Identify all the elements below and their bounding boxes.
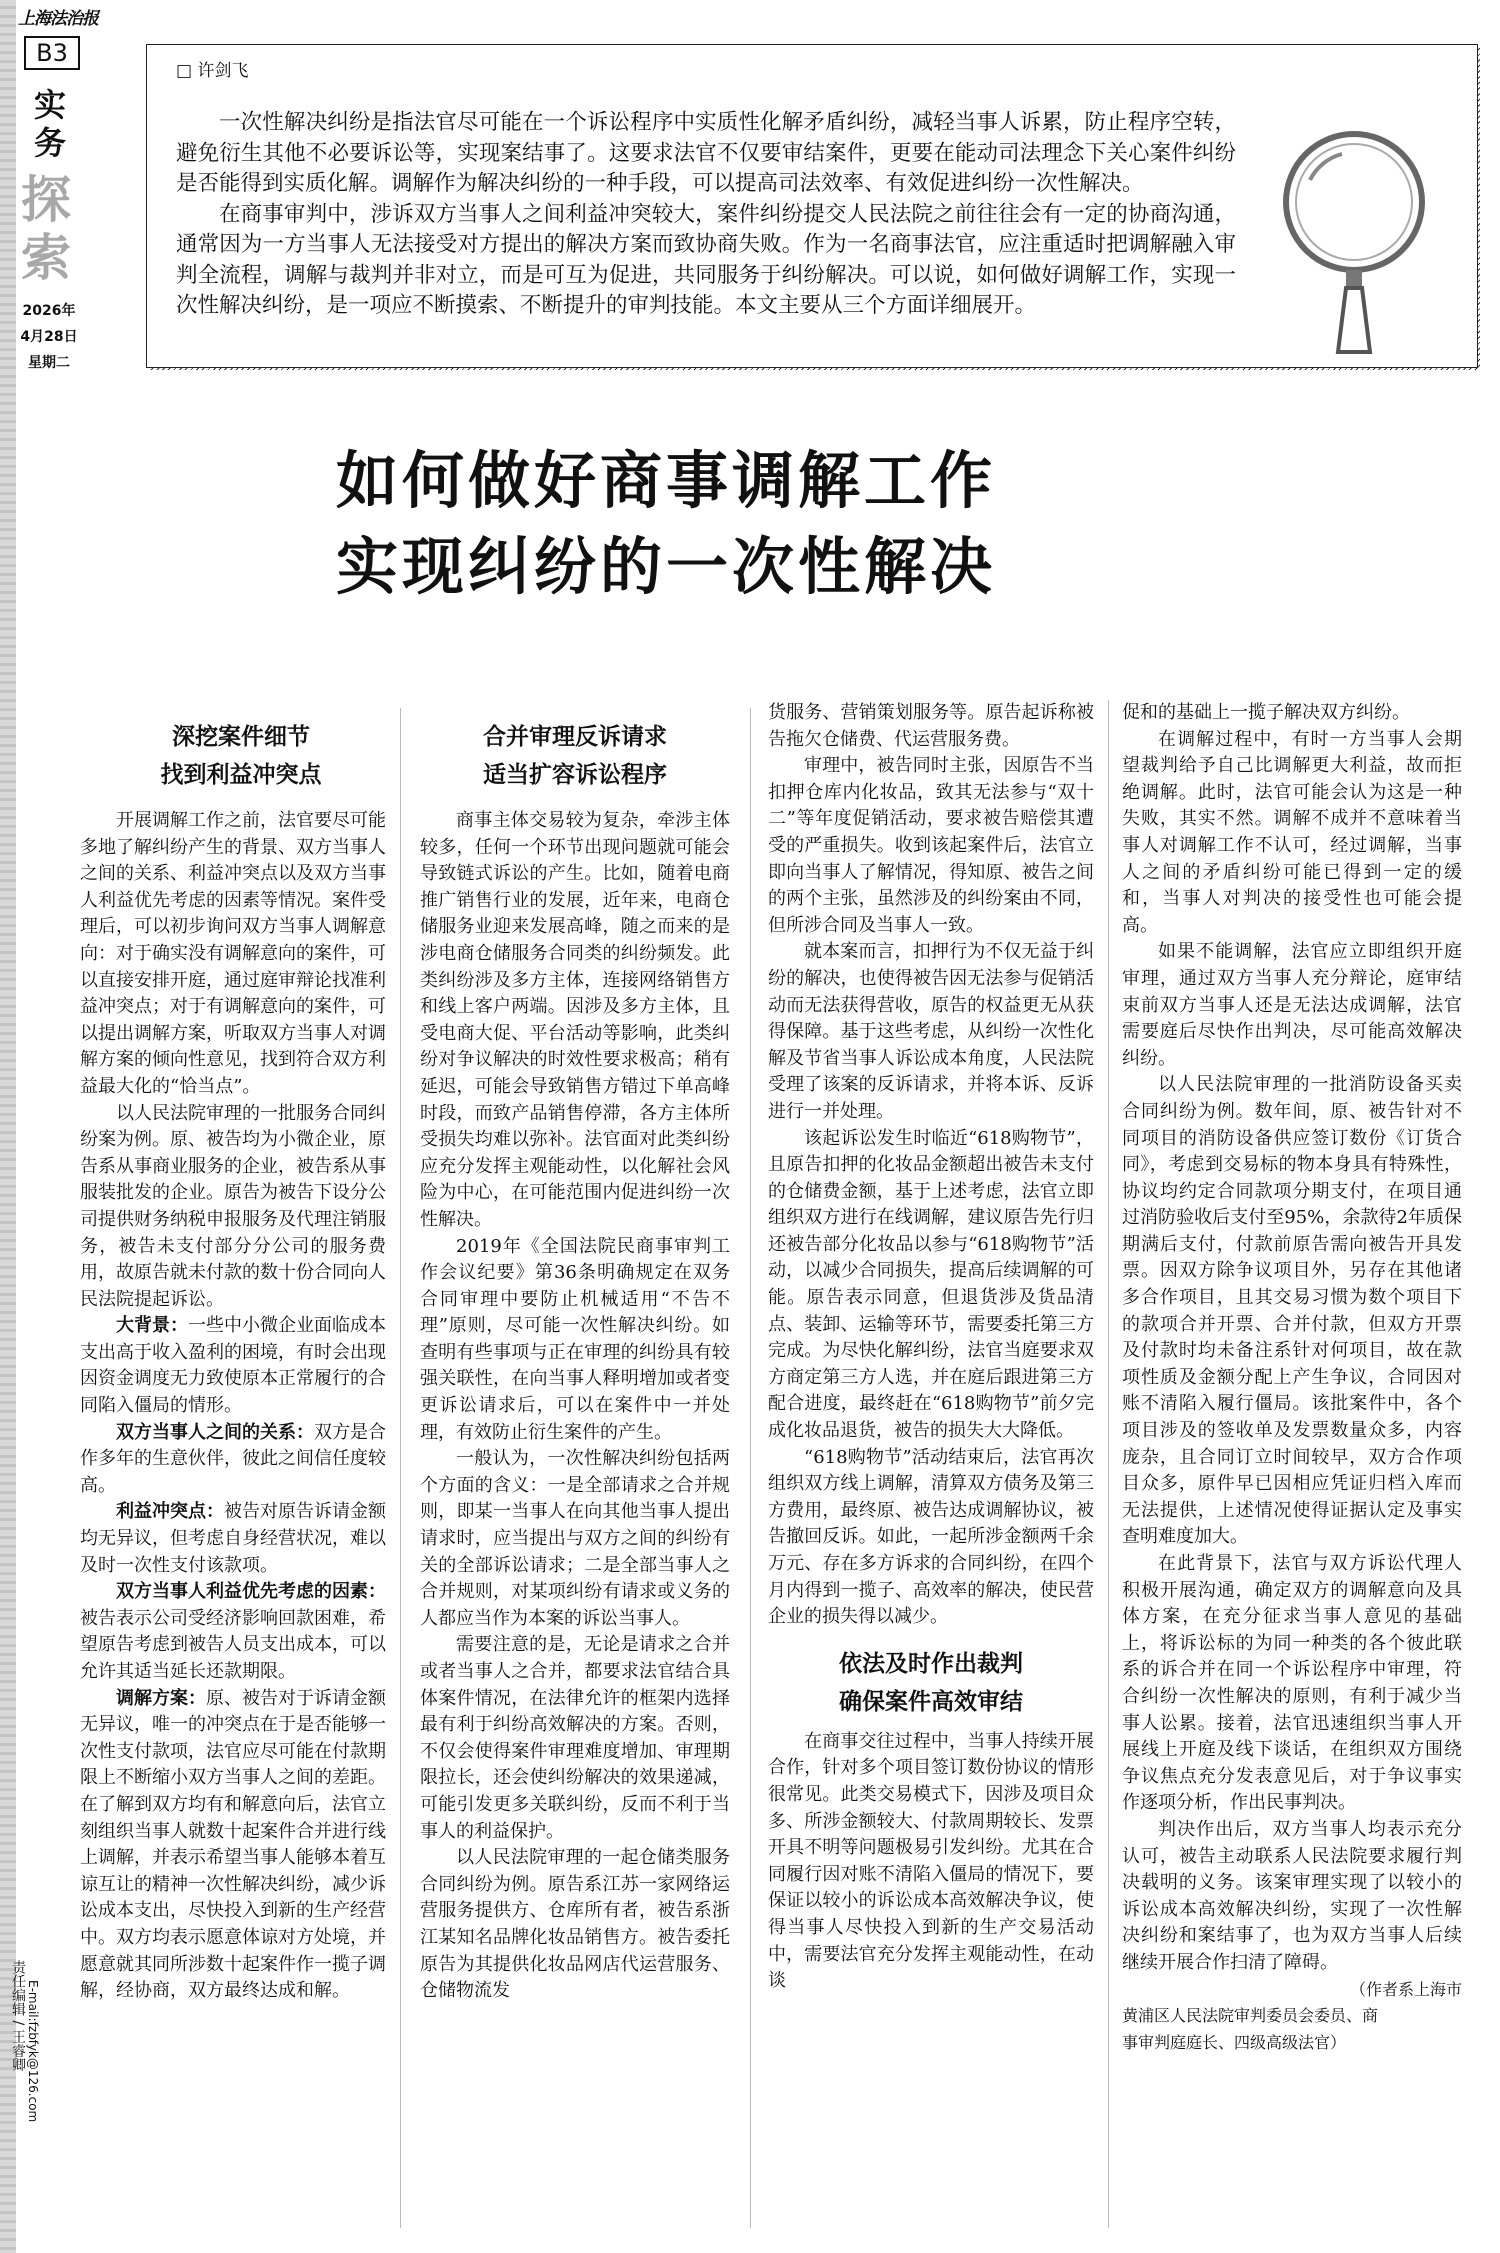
paragraph: 商事主体交易较为复杂，牵涉主体较多，任何一个环节出现问题就可能会导致链式诉讼的产生。比如，随着电商推广销售行业的发展，近年来，电商仓储服务业迎来发展高峰，随之而来的是涉电商仓储服务合同类的纠纷频发。此类纠纷涉及多方主体，连接网络销售方和线上客户两端。因涉及多方主体，且受电商大促、平台活动等影响，此类纠纷对争议解决的时效性要求极高；稍有延迟，可能会导致销售方错过下单高峰时段，而致产品销售停滞，各方主体所受损失均难以弥补。法官面对此类纠纷应充分发挥主观能动性，以化解社会风险为中心，在可能范围内促进纠纷一次性解决。: [420, 810, 730, 1230]
paragraph: 在调解过程中，有时一方当事人会期望裁判给予自己比调解更大利益，故而拒绝调解。此时，法官可能会认为这是一种失败，其实不然。调解不成并不意味着当事人对调解工作不认可，经过调解，当事人之间的矛盾纠纷可能已得到一定的缓和，当事人对判决的接受性也可能会提高。: [1122, 728, 1462, 936]
paragraph: [80, 1313, 386, 1419]
paragraph: 以人民法院审理的一批消防设备买卖合同纠纷为例。数年间，原、被告针对不同项目的消防设备供应签订数份《订货合同》，考虑到交易标的物本身具有特殊性，协议均约定合同款项分期支付，在项目通过消防验收后支付至95%，余款待2年质保期满后支付，付款前原告需向被告开具发票。因双方除争议项目外，另存在其他诸多合作项目，且其交易习惯为数个项目下的款项合并开票、合并付款，但双方开票及付款时均未备注系针对何项目，故在款项性质及金额分配上产生争议，合同因对账不清陷入履行僵局。该批案件中，各个项目涉及的签收单及发票数量众多，内容庞杂，且合同订立时间较早，双方合作项目众多，原件早已因相应凭证归档入库而无法提供，上述情况使得证据认定及事实查明难度加大。: [1122, 1074, 1462, 1548]
editor-credit: [8, 1960, 48, 2230]
paragraph: 该起诉讼发生时临近“618购物节”，且原告扣押的化妆品金额超出被告未支付的仓储费金额，基于上述考虑，法官立即组织双方进行在线调解，建议原告先行归还被告部分化妆品以参与“618购物节”活动，以减少合同损失，提高后续调解的可能。原告表示同意，但退货涉及货品清点、装卸、运输等环节，需要委托第三方完成。为尽快化解纠纷，法官当庭要求双方商定第三方人选，并在庭后跟进第三方配合进度，最终赶在“618购物节”前夕完成化妆品退货，被告的损失大大降低。: [768, 1127, 1094, 1442]
paragraph: 在商事交往过程中，当事人持续开展合作，针对多个项目签订数份协议的情形很常见。此类交易模式下，因涉及项目众多、所涉金额较大、付款周期较长、发票开具不明等问题极易引发纠纷。尤其在合同履行因对账不清陷入僵局的情况下，要保证以较小的诉讼成本高效解决争议，使得当事人尽快投入到新的生产交易活动中，需要法官充分发挥主观能动性，在动谈: [768, 1730, 1094, 1992]
editor-email: E-mail:fzbfyk@126.com: [26, 1980, 40, 2123]
lead-paragraph: 在商事审判中，涉诉双方当事人之间利益冲突较大，案件纠纷提交人民法院之前往往会有一定的协商沟通，通常因为一方当事人无法接受对方提出的解决方案而致协商失败。作为一名商事法官，应注重适时把调解融入审判全流程，调解与裁判并非对立，而是可互为促进，共同服务于纠纷解决。可以说，如何做好调解工作，实现一次性解决纠纷，是一项应不断摸索、不断提升的审判技能。本文主要从三个方面详细展开。: [176, 201, 1236, 318]
column-3-text: [768, 700, 1094, 1995]
column-2-heading: [420, 718, 730, 794]
section-char-4: 索: [21, 228, 71, 287]
paragraph-lead: 大背景：: [116, 1315, 188, 1337]
heading-line: 找到利益冲突点: [160, 762, 322, 788]
paragraph: 如果不能调解，法官应立即组织开庭审理，通过双方当事人充分辩论，庭审结束前双方当事人还是无法达成调解，法官需要庭后尽快作出判决，尽可能高效解决纠纷。: [1122, 941, 1462, 1069]
footnote-line: （作者系上海市: [1349, 1979, 1462, 1999]
paragraph: “618购物节”活动结束后，法官再次组织双方线上调解，清算双方债务及第三方费用，最终原、被告达成调解协议，被告撤回反诉。如此，一起所涉金额两千余万元、存在多方诉求的合同纠纷，在四个月内得到一揽子、高效率的解决，使民营企业的损失得以减少。: [768, 1446, 1094, 1628]
heading-line: 适当扩容诉讼程序: [483, 762, 667, 788]
paragraph: [80, 1420, 386, 1500]
paragraph: 货服务、营销策划服务等。原告起诉称被告拖欠仓储费、代运营服务费。: [768, 702, 1094, 750]
paragraph-body: 被告对原告诉请金额均无异议，但考虑自身经营状况，难以及时一次性支付该款项。: [80, 1501, 386, 1576]
headline-line-1: 如何做好商事调解工作: [335, 444, 996, 517]
author-byline: □ 许剑飞: [176, 61, 249, 81]
paragraph-body: 被告表示公司受经济影响回款困难，希望原告考虑到被告人员支出成本，可以允许其适当延长还款期限。: [80, 1607, 386, 1682]
paragraph-lead: 双方当事人之间的关系：: [116, 1421, 314, 1443]
paragraph: 以人民法院审理的一起仓储类服务合同纠纷为例。原告系江苏一家网络运营服务提供方、仓库所有者，被告系浙江某知名品牌化妆品销售方。被告委托原告为其提供化妆品网店代运营服务、仓储物流发: [420, 1847, 730, 2002]
masthead-logo: 上海法治报: [18, 9, 98, 29]
headline-line-2: 实现纠纷的一次性解决: [335, 530, 996, 603]
editor-name: 责任编辑 / 王睿卿: [10, 1960, 26, 2072]
section-char-1: 实: [33, 86, 66, 124]
paragraph-body: 一些中小微企业面临成本支出高于收入盈利的困境，有时会出现因资金调度无力致使原本正常履行的合同陷入僵局的情形。: [80, 1315, 386, 1417]
paragraph: 开展调解工作之前，法官要尽可能多地了解纠纷产生的背景、双方当事人之间的关系、利益冲突点以及双方当事人利益优先考虑的因素等情况。案件受理后，可以初步询问双方当事人调解意向：对于确实没有调解意向的案件，可以直接安排开庭，通过庭审辩论找准利益冲突点；对于有调解意向的案件，可以提出调解方案，听取双方当事人对调解方案的倾向性意见，找到符合双方利益最大化的“恰当点”。: [80, 810, 386, 1097]
paragraph-body: 双方是合作多年的生意伙伴，彼此之间信任度较高。: [80, 1421, 386, 1496]
section-char-3: 探: [21, 170, 71, 229]
page-number: B3: [24, 36, 80, 70]
headline: [146, 438, 1186, 610]
heading-line: 深挖案件细节: [172, 724, 310, 750]
paragraph: 需要注意的是，无论是请求之合并或者当事人之合并，都要求法官结合具体案件情况，在法律允许的框架内选择最有利于纠纷高效解决的方案。否则，不仅会使得案件审理难度增加、审理期限拉长，还会使纠纷解决的效果递减，可能引发更多关联纠纷，反而不利于当事人的利益保护。: [420, 1634, 730, 1842]
lead-text: [176, 108, 1236, 322]
paragraph: 审理中，被告同时主张，因原告不当扣押仓库内化妆品，致其无法参与“双十二”等年度促销活动，要求被告赔偿其遭受的严重损失。收到该起案件后，法官立即向当事人了解情况，得知原、被告之间的两个主张，虽然涉及的纠纷案由不同，但所涉合同及当事人一致。: [768, 755, 1094, 936]
paragraph: 在此背景下，法官与双方诉讼代理人积极开展沟通，确定双方的调解意向及具体方案，在充分征求当事人意见的基础上，将诉讼标的为同一种类的各个彼此联系的诉合并在同一个诉讼程序中审理，符合纠纷一次性解决的原则，有利于减少当事人讼累。接着，法官迅速组织当事人开展线上开庭及线下谈话，在组织双方围绕争议焦点充分发表意见后，对于争议事实作逐项分析，作出民事判决。: [1122, 1553, 1462, 1814]
issue-weekday: 星期二: [28, 355, 70, 371]
paragraph: [80, 1579, 386, 1685]
paragraph: 2019年《全国法院民商事审判工作会议纪要》第36条明确规定在双务合同审理中要防止机械适用“不告不理”原则，尽可能一次性解决纠纷。如查明有些事项与正在审理的纠纷具有较强关联性，在向当事人释明增加或者变更诉讼请求后，可以在案件中一并处理，有效防止衍生案件的产生。: [420, 1235, 730, 1443]
paragraph-body: 原、被告对于诉请金额无异议，唯一的冲突点在于是否能够一次性支付款项，法官应尽可能在付款期限上不断缩小双方当事人之间的差距。在了解到双方均有和解意向后，法官立刻组织当事人就数十起案件合并进行线上调解，并表示希望当事人能够本着互谅互让的精神一次性解决纠纷，减少诉讼成本支出，尽快投入到新的生产经营中。双方均表示愿意体谅对方处境，并愿意就其同所涉数十起案件作一揽子调解，经协商，双方最终达成和解。: [80, 1687, 386, 2002]
column-divider: [400, 708, 401, 2228]
lead-paragraph: 一次性解决纠纷是指法官尽可能在一个诉讼程序中实质性化解矛盾纠纷，减轻当事人诉累，防止程序空转，避免衍生其他不必要诉讼等，实现案结事了。这要求法官不仅要审结案件，更要在能动司法理念下关心案件纠纷是否能得到实质化解。调解作为解决纠纷的一种手段，可以提高司法效率、有效促进纠纷一次性解决。: [176, 110, 1236, 196]
column-2-text: [420, 808, 730, 2005]
issue-date: 4月28日: [20, 329, 78, 345]
heading-line: 确保案件高效审结: [839, 1688, 1023, 1715]
footnote-line: 事审判庭庭长、四级高级法官）: [1122, 2032, 1347, 2052]
author-footnote: [1122, 1977, 1462, 2057]
heading-line: 合并审理反诉请求: [483, 724, 667, 750]
paragraph: [80, 1499, 386, 1579]
column-4-text: [1122, 700, 1462, 2056]
paragraph-lead: 利益冲突点：: [116, 1501, 224, 1523]
heading-line: 依法及时作出裁判: [839, 1650, 1023, 1677]
column-divider: [1108, 700, 1109, 2228]
footnote-line: 黄浦区人民法院审判委员会委员、商: [1122, 2006, 1379, 2026]
paragraph: 判决作出后，双方当事人均表示充分认可，被告主动联系人民法院要求履行判决载明的义务。该案审理实现了以较小的诉讼成本高效解决纠纷，实现了一次性解决纠纷和案结事了，也为双方当事人后续继续开展合作扫清了障碍。: [1122, 1818, 1462, 1973]
paragraph-lead: 调解方案：: [116, 1687, 206, 1709]
paragraph-lead: 双方当事人利益优先考虑的因素：: [116, 1581, 386, 1603]
paragraph: 就本案而言，扣押行为不仅无益于纠纷的解决，也使得被告因无法参与促销活动而无法获得营收，原告的权益更无从获得保障。基于这些考虑，从纠纷一次性化解及节省当事人诉讼成本角度，人民法院受理了该案的反诉请求，并将本诉、反诉进行一并处理。: [768, 941, 1094, 1122]
issue-year: 2026年: [22, 303, 76, 319]
paragraph: 一般认为，一次性解决纠纷包括两个方面的含义：一是全部请求之合并规则，即某一当事人在向其他当事人提出请求时，应当提出与双方之间的纠纷有关的全部诉讼请求；二是全部当事人之合并规则，对某项纠纷有请求或义务的人都应当作为本案的诉讼当事人。: [420, 1448, 730, 1629]
column-divider: [750, 708, 751, 2228]
column-1-text: [80, 808, 386, 2005]
paragraph: 以人民法院审理的一批服务合同纠纷案为例。原、被告均为小微企业，原告系从事商业服务的企业，被告系从事服装批发的企业。原告为被告下设分公司提供财务纳税申报服务及代理注销服务，被告未支付部分分公司的服务费用，故原告就未付款的数十份合同向人民法院提起诉讼。: [80, 1102, 386, 1310]
section-char-2: 务: [33, 124, 66, 162]
paragraph: 促和的基础上一揽子解决双方纠纷。: [1122, 702, 1410, 723]
magnifier-icon: [1262, 120, 1452, 360]
column-3-heading: [768, 1645, 1094, 1721]
paragraph: [80, 1686, 386, 2005]
column-1-heading: [96, 718, 386, 794]
